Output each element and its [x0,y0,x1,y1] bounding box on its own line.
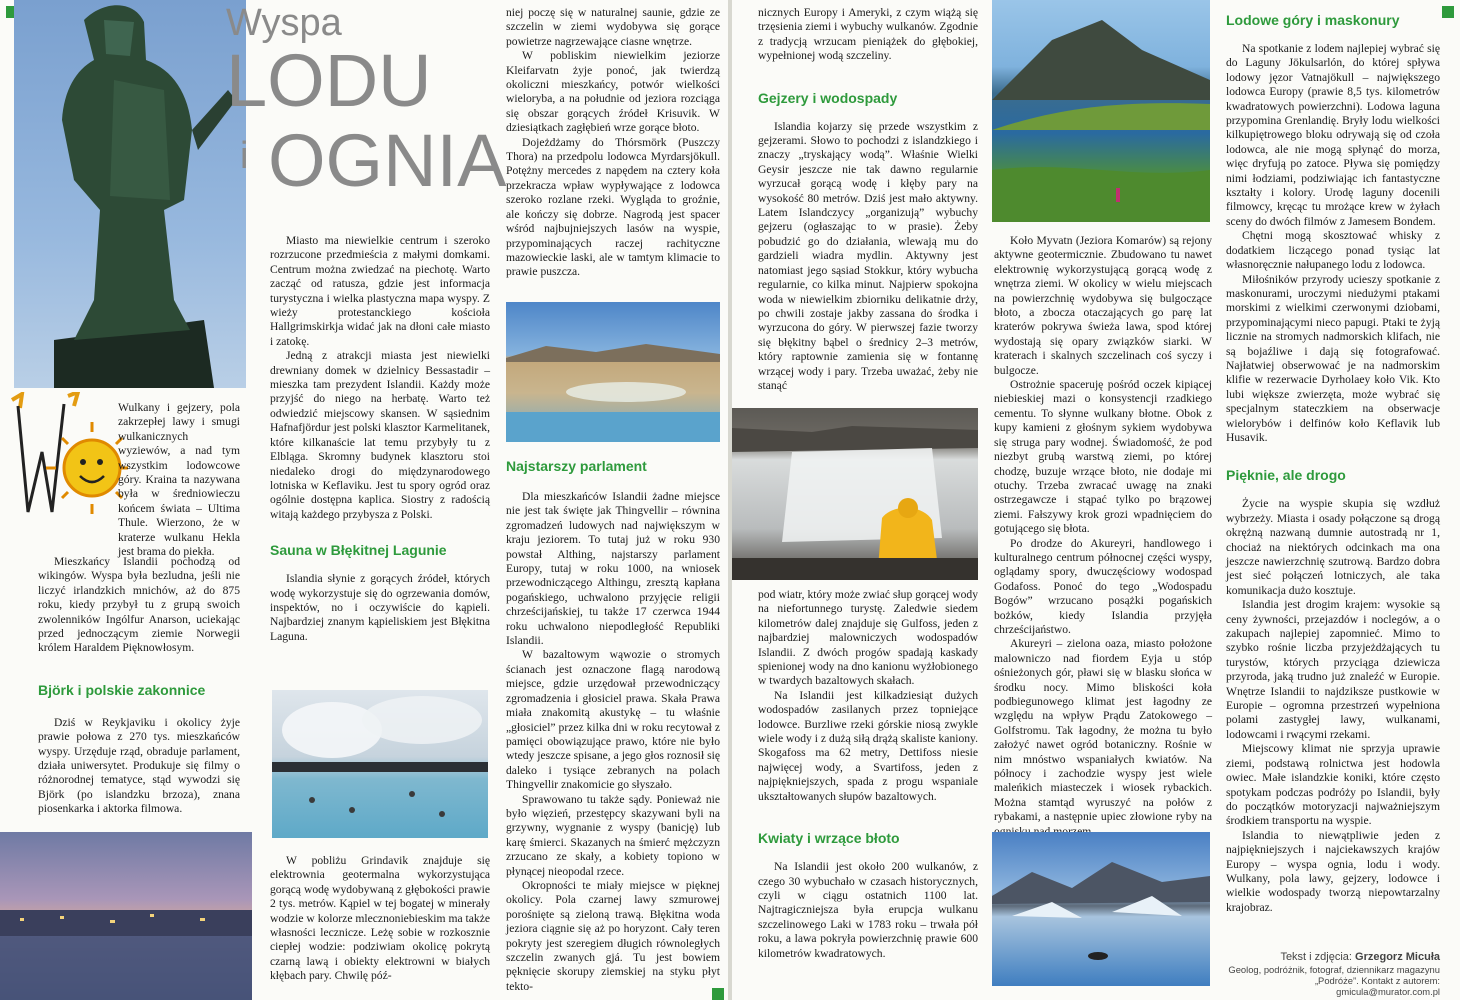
paragraph: Mieszkańcy Islandii pochodzą od wikingów. Wyspa była bezludna, jeśli nie liczyć irlandzkich mnichów, aż do 875 roku, kiedy przybył tu z grupą swoich zwolenników Ingólfur Anarson, uciekając przed jednoczącym ziemie Norwegii królem Haraldem Pięknowłosym. [38,555,240,655]
paragraph: Sprawowano tu także sądy. Ponieważ nie było więzień, przestępcy skazywani byli na grzywny, wygnanie z wyspy (banicję) lub karę śmierci. Skazanych na śmierć mężczyzn zrzucano ze skały, a kobiety topiono w płynącej nieopodal rzece. [506,792,720,878]
section-heading: Lodowe góry i maskonury [1226,12,1400,28]
title-line1: Wyspa [226,2,342,44]
waterfall-photo [732,408,978,580]
credit-bio-line2: „Podróże”. Kontakt z autorem: gmicula@murator.com.pl [1314,975,1440,997]
paragraph: Dziś w Reykjaviku i okolicy żyje prawie połowa z 270 tys. mieszkańców wyspy. Urzęduje rząd, obraduje parlament, działa uniwersytet. Produkuje się filmy o różnorodnej tematyce, stąd wywodzi się Björk (po islandzku brzoza), znana piosenkarka i aktorka filmowa. [38,715,240,816]
paragraph: Dojeżdżamy do Thórsmörk (Puszczy Thora) na przedpolu lodowca Myrdarsjökull. Potężny mercedes z napędem na cztery koła przekracza wpław wypływające z lodowca szeroko rozlane rzeki. Wygląda to groźnie, ale kończy się dobrze. Nagrodą jest spacer wśród najbujniejszych lasów na wyspie, przypominających raczej rachityczne mazowieckie laski, ale w tamtym klimacie to prawie puszcza. [506,135,720,279]
paragraph: W bazaltowym wąwozie o stromych ścianach jest oznaczone flagą narodową miejsce, gdzie urzędował przewodniczący zgromadzenia i głosiciel prawa. Skała Prawa miała znakomitą akustykę – tu właśnie „głosiciel” przez kilka dni w roku recytował z pamięci obowiązujące prawo, które nie było wtedy jeszcze spisane, a jego głos roznosił się daleko i tysiące zebranych na polach Thingvellir znakomicie go słyszało. [506,648,720,792]
statue-photo [14,0,249,388]
paragraph: Miasto ma niewielkie centrum i szeroko rozrzucone przedmieścia z małymi domkami. Centrum można zwiedzać na piechotę. Warto zacząć od ratusza, gdzie jest informacja turystyczna i wielka plastyczna mapa wyspy. Z wieży protestanckiego kościoła Hallgrimskirkja widać jak na dłoni całe miasto i zatokę. [270,234,490,348]
left-page [0,0,728,1000]
column-2 [270,234,490,644]
title-line3b: OGNIA [268,119,507,202]
column-4a [758,6,978,393]
iceberg-photo [992,832,1210,986]
section-heading: Gejzery i wodospady [758,89,898,106]
section-heading: Kwiaty i wrzące błoto [758,830,900,847]
paragraph: W pobliżu Grindavik znajduje się elektrownia geotermalna wykorzystująca gorącą wodę wydobywaną z głębokości prawie 2 tys. metrów. Kąpiel w tej bogatej w minerały wodzie w kolorze mlecznoniebieskim ma także własności lecznicze. Leżę sobie w rozkosznie ciepłej wodzie: podziwiam okolicę pokrytą czarną lawą i obiekty elektrowni w białych kłębach pary. Chwilę póź- [270,854,490,983]
title-line3a: i [240,135,249,177]
hot-springs-photo [506,302,720,442]
sun-drawing-icon [8,392,130,522]
lake-photo [992,0,1210,222]
section-heading: Najstarszy parlament [506,458,647,474]
column-5 [994,234,1212,839]
paragraph: Po drodze do Akureyri, handlowego i kulturalnego centrum północnej części wyspy, oglądamy spory, dwuczęściowy wodospad Godafoss. Ponoć do tego „Wodospadu Bogów” wrzucano posążki pogańskich bożków, kiedy Islandia przyjęła chrześcijaństwo. [994,536,1212,636]
paragraph: Życie na wyspie skupia się wzdłuż wybrzeży. Miasta i osady połączone są drogą okrężną nazwaną dumnie autostradą nr 1, chociaż na niektórych odcinkach ma ona jeszcze nawierzchnię szutrową. Bardzo dobra jest sieć połączeń lotniczych, ale taka komunikacja dużo kosztuje. [1226,497,1440,597]
paragraph: Islandia kojarzy się przede wszystkim z gejzerami. Słowo to pochodzi z islandzkiego i znaczy „tryskający wodą”. Właśnie Wielki Geysir jeszcze nie tak dawno regularnie wyrzucał gorącą wodę i kłęby pary na wysokość 80 metrów. Dziś jest mało aktywny. Latem Islandczycy „organizują” wybuchy gejzeru (ogłaszając to w prasie). Żeby pobudzić go do działania, wlewają mu do gardzieli wiadra mydlin. Aktywny jest natomiast jego sąsiad Stokkur, który wybucha regularnie, co kilka minut. Najpierw spokojna woda w niewielkim zbiorniku delikatnie drży, po chwili zostaje jakby zassana do środka i wyrzucona do góry. W pierwszej fazie tworzy się błękitny bąbel o średnicy 2–3 metrów, który raptownie zamienia się w fontannę wrzącej wody i pary. Trzeba uważać, żeby nie stanąć [758,119,978,392]
section-heading: Sauna w Błękitnej Lagunie [270,542,447,559]
section-heading: Björk i polskie zakonnice [38,681,206,698]
blue-lagoon-photo [272,690,488,838]
credit-author: Grzegorz Micuła [1355,951,1440,963]
corner-marker [1442,6,1454,18]
paragraph: Koło Myvatn (Jeziora Komarów) są rejony aktywne geotermicznie. Zbudowano tu nawet elektrownię wykorzystującą gorącą wodę z wnętrza ziemi. W okolicy w wielu miejscach na powierzchnię wydobywa się bulgoczące błoto, a zbocza otaczających go parę lat kraterów pokrywa świeża lawa, spod której wydostają się opary związków siarki. W kraterach i skalnych szczelinach coś syczy i bulgocze. [994,234,1212,377]
column-3a [506,6,720,280]
column-1 [38,555,240,817]
paragraph: Chętni mogą skosztować whisky z dodatkiem liczącego ponad tysiąc lat własnoręcznie nałupanego lodu z lodowca. [1226,229,1440,272]
paragraph: Akureyri – zielona oaza, miasto położone malowniczo nad fiordem Eyja u stóp ośnieżonych gór, pławi się w blasku słońca w środku nocy. Mimo bliskości koła podbiegunowego klimat jest łagodny ze względu na wpływ Prądu Zatokowego – Golfstromu. Tak łagodny, że można tu było założyć nawet ogród botaniczny. Rośnie w nim mnóstwo wspaniałych kwiatów. Na północy i zachodzie wyspy jest wiele maleńkich miasteczek i wiosek rybackich. Można stamtąd wyruszyć na połów z rybakami, a następnie upiec złowione ryby na [994,637,1212,824]
paragraph: Na Islandii jest około 200 wulkanów, z czego 30 wybuchało w czasach historycznych, czyli w ciągu ostatnich 1100 lat. Najtragiczniejsza była erupcja wulkanu szczelinowego Laki w 1783 roku – trwała pół roku, a lawa pokryła powierzchnię prawie 600 kilometrów kwadratowych. [758,860,978,960]
paragraph: Islandia to niewątpliwie jeden z najpiękniejszych i najciekawszych krajów Europy – wyspa ognia, lodu i wody. Wulkany, pola lawy, gejzery, lodowce i wielkie wodospady tworzą niepowtarzalny krajobraz. [1226,828,1440,914]
reykjavik-photo [0,832,252,1000]
paragraph: Miejscowy klimat nie sprzyja uprawie ziemi, podstawą rolnictwa jest hodowla owiec. Małe islandzkie koniki, które często spotykam podczas podróży po Islandii, były do początków motoryzacji najważniejszym środkiem transportu na wyspie. [1226,742,1440,828]
column-3b [506,458,720,994]
paragraph: Ostrożnie spaceruję pośród oczek kipiącej niebieskiej mazi o konsystencji rzadkiego cementu. To słynne wulkany błotne. Obok z kupy kamieni z głośnym sykiem wydobywa się struga pary wodnej. Świadomość, że pod niezbyt grubą warstwą ziemi, po której chodzę, buzuje wrzące błoto, nie dodaje mi otuchy. Trzeba zwracać uwagę na znaki ostrzegawcze i stąpać tylko po brązowej ziemi. Fałszywy krok grozi wpadnięciem do gotującego się błota. [994,378,1212,536]
author-credit [1212,950,1440,997]
paragraph: nicznych Europy i Ameryki, z czym wiążą się trzęsienia ziemi i wybuchy wulkanów. Zgodnie z tradycją wrzucam pieniążek do głębokiej, wypełnionej wodą szczeliny. [758,6,978,63]
paragraph: Islandia słynie z gorących źródeł, których wodę wykorzystuje się do ogrzewania domów, inspektów, no i oczywiście do kąpieli. Najbardziej znanym kąpieliskiem jest Błękitna Laguna. [270,572,490,643]
paragraph: Dla mieszkańców Islandii żadne miejsce nie jest tak święte jak Thingvellir – równina zgromadzeń ludowych nad największym w kraju jeziorem. To tutaj już w roku 930 powstał Althing, najstarszy parlament Europy, tutaj w roku 1000, na wniosek przewodniczącego Althingu, zresztą kapłana pogańskiego, uchwalono przyjęcie religii chrześcijańskiej, tu także 17 czerwca 1944 roku uchwalono niepodległość Republiki Islandii. [506,490,720,648]
intro-paragraph: Wulkany i gejzery, pola zakrzepłej lawy i smugi wulkanicznych wyziewów, a nad tym wszystkim lodowcowe góry. Kraina ta nazywana była w średniowieczu końcem świata – Ultima Thule. Wierzono, że w kraterze wulkanu Hekla jest brama do piekła. [118,401,240,559]
paragraph: Jedną z atrakcji miasta jest niewielki drewniany domek w dzielnicy Bessastadir – mieszka tam prezydent Islandii. Każdy może przyjść do niego na herbatę. Warto też odwiedzić miejscowy skansen. W sąsiednim Hafnafjördur jest polski klasztor Karmelitanek, które kilkanaście lat temu przybyły tu z Elbląga. Skromny budynek klasztoru stoi niedaleko drogi do międzynarodowego lotniska w Keflaviku. Jest tu spory ogród oraz ogólnie dostępna kaplica. Siostry z radością witają każdego przybysza z Polski. [270,349,490,521]
paragraph: Na spotkanie z lodem najlepiej wybrać się do Laguny Jökulsarlón, do której spływa lodowy jęzor Vatnajökull – największego lodowca Europy (prawie 8,5 tys. kilometrów kwadratowych powierzchni). Lodowa laguna przypomina Grenlandię. Bryły lodu wielkości kilkupiętrowego bloku odrywają się od czoła lodowca, ale nie mogą spłynąć do morza, więc dryfują po zatoce. Pływa się pomiędzy nimi łodziami, podziwiając ich fantastyczne kształty i kolory. Urodę laguny docenili filmowcy, kręcąc tu mrożące krew w żyłach sceny do dwóch filmów z Jamesem Bondem. [1226,42,1440,228]
paragraph: Islandia jest drogim krajem: wysokie są ceny żywności, przejazdów i noclegów, a o zakupach najlepiej zapomnieć. Mimo to szybko rośnie liczba przyjeżdżających tu turystów, których przyciąga dziewicza przyroda, jaką trudno już znaleźć w Europie. Wnętrze Islandii to najdziksze pustkowie w Europie – ogromna przestrzeń wypełniona polami zastygłej lawy, wulkanami, lodowcami i rwącymi rzekami. [1226,598,1440,741]
title-line2: LODU [226,39,432,122]
paragraph: Na Islandii jest kilkadziesiąt dużych wodospadów zasilanych przez topniejące lodowce. Burzliwe rzeki górskie niosą zwykle wiele wody i z dużą siłą drążą skaliste kaniony. Skogafoss ma 62 metry, Dettifoss niesie najwięcej wody, a Svartifoss, jeden z najpiękniejszych, spada z progu wspaniale ukształtowanych słupów bazaltowych. [758,688,978,803]
column-4b [758,588,978,961]
right-page [732,0,1460,1000]
paragraph: Okropności te miały miejsce w pięknej okolicy. Pola czarnej lawy szmurowej porośnięte są zieloną trawą. Błękitna woda jeziora ciągnie się aż po horyzont. Cały teren pokryty jest szeregiem długich równoległych szczelin zwanych gjá. Tu jest bowiem pęknięcie skorupy ziemskiej na styku płyt tekto- [506,878,720,993]
column-6 [1226,12,1440,915]
paragraph: Miłośników przyrody ucieszy spotkanie z maskonurami, uroczymi niedużymi ptakami morskimi z wielkimi czerwonymi dziobami, przypominającymi nieco papugi. Ptaki te żyją licznie na stromych nadmorskich klifach, nie są bojaźliwe i dają się fotografować. Najłatwiej obserwować je na nadmorskim klifie w rezerwacie Dyrholaey koło Vik. Kto lubi większe zwierzęta, może wybrać się specjalnym stateczkiem na obserwacje wielorybów i delfinów koło Keflavik lub Husavik. [1226,272,1440,444]
column-2-continued [270,854,490,984]
paragraph: W pobliskim niewielkim jeziorze Kleifarvatn żyje ponoć, jak twierdzą okoliczni mieszkańcy, potwór wielkości wieloryba, a na południe od jeziora rozciąga się obszar gorących źródeł Krisuvik. W dziesiątkach zagłębień wrze gorące błoto. [506,49,720,135]
paragraph: pod wiatr, który może zwiać słup gorącej wody na niefortunnego turystę. Zaledwie siedem kilometrów dalej znajduje się Gulfoss, jeden z najbardziej malowniczych wodospadów Islandii. Z dwóch progów spadają kaskady spienionej wody na dno kanionu wyżłobionego w twardych bazaltowych skałach. [758,588,978,688]
intro-text-a [118,401,240,559]
credit-label: Tekst i zdjęcia: [1280,951,1352,963]
credit-bio-line1: Geolog, podróżnik, fotograf, dziennikarz magazynu [1228,964,1440,975]
paragraph: niej poczę się w naturalnej saunie, gdzie ze szczelin w ziemi wydobywa się gorące powietrze nagrzewające ciasne wnętrze. [506,6,720,48]
section-heading: Pięknie, ale drogo [1226,467,1346,484]
